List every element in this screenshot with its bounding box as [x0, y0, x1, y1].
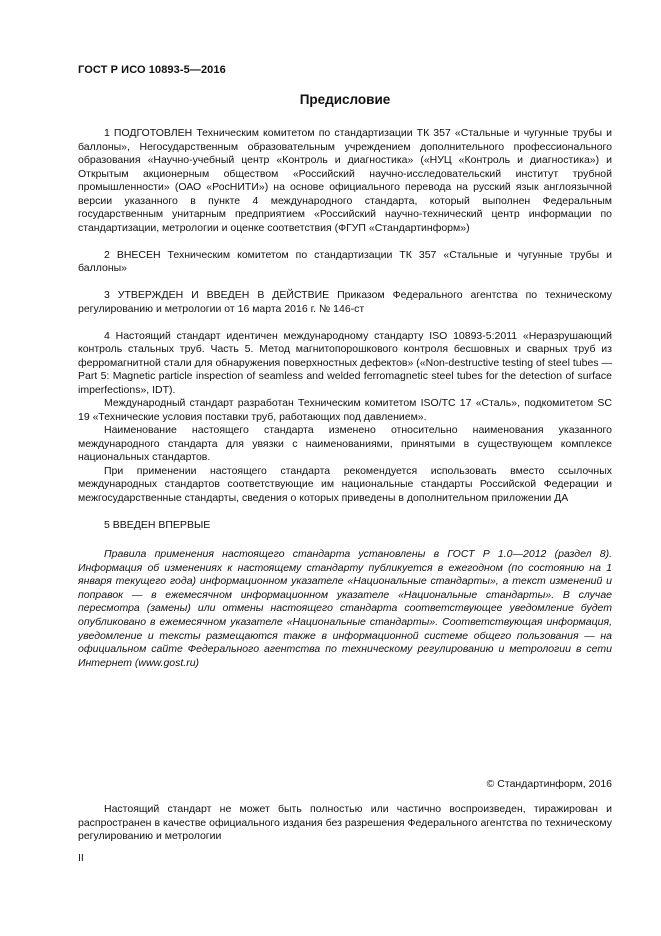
paragraph-2-submitted: 2 ВНЕСЕН Техническим комитетом по стандартизации ТК 357 «Стальные и чугунные трубы и баллоны»: [78, 248, 612, 274]
page-title: Предисловие: [299, 92, 391, 107]
reproduction-rights-note: Настоящий стандарт не может быть полностью или частично воспроизведен, тиражирован и распространен в качестве официального издания без разрешения Федерального агентства по техническому регулированию и метрологии: [78, 803, 612, 842]
paragraph-4-developed-by: Международный стандарт разработан Техническим комитетом ISO/TC 17 «Сталь», подкомитетом SC 19 «Технические условия поставки труб, работающих под давлением».: [78, 397, 612, 423]
paragraph-3-approved: 3 УТВЕРЖДЕН И ВВЕДЕН В ДЕЙСТВИЕ Приказом Федерального агентства по техническому регулированию и метрологии от 16 марта 2016 г. № 146-ст: [78, 289, 612, 315]
document-code-header: ГОСТ Р ИСО 10893-5—2016: [78, 64, 226, 76]
paragraph-4-name-changed: Наименование настоящего стандарта изменено относительно наименования указанного международного стандарта для увязки с наименованиями, принятыми в существующем комплексе национальных стандартов.: [78, 424, 612, 463]
application-rules-notice: Правила применения настоящего стандарта установлены в ГОСТ Р 1.0—2012 (раздел 8). Информация об изменениях к настоящему стандарту публикуется в ежегодном (по состоянию на 1 января текущего года) информационном указателе «Национальные стандарты», а текст изменений и поправок — в ежемесячном информационном указателе «Национальные стандарты». В случае пересмотра (замены) или отмены настоящего стандарта соответствующее уведомление будет опубликовано в ежемесячном указателе «Национальные стандарты». Соответствующая информация, уведомление и тексты размещаются также в информационной системе общего пользования — на официальном сайте Федерального агентства по техническому регулированию и метрологии в сети Интернет (www.gost.ru): [78, 548, 612, 669]
preface-body: [78, 127, 612, 532]
paragraph-4-references: При применении настоящего стандарта рекомендуется использовать вместо ссылочных международных стандартов соответствующие им национальные стандарты Российской Федерации и межгосударственные стандарты, сведения о которых приведены в дополнительном приложении ДА: [78, 464, 612, 504]
paragraph-1-prepared: 1 ПОДГОТОВЛЕН Техническим комитетом по стандартизации ТК 357 «Стальные и чугунные трубы и баллоны», Негосударственным образовательным учреждением дополнительного профессионального образования «Научно-учебный центр «Контроль и диагностика» («НУЦ «Контроль и диагностика») и Открытым акционерным обществом «Российский научно-исследовательский институт трубной промышленности» (ОАО «РосНИТИ») на основе официального перевода на русский язык англоязычной версии указанного в пункте 4 международного стандарта, который выполнен Федеральным государственным унитарным предприятием «Российский научно-технический центр информации по стандартизации, метрологии и оценке соответствия (ФГУП «Стандартинформ»): [78, 127, 612, 234]
paragraph-5-introduced: 5 ВВЕДЕН ВПЕРВЫЕ: [104, 518, 211, 531]
page-number: II: [78, 852, 84, 864]
paragraph-4-identical: 4 Настоящий стандарт идентичен международному стандарту ISO 10893-5:2011 «Неразрушающий контроль стальных труб. Часть 5. Метод магнитопорошкового контроля бесшовных и сварных труб из ферромагнитной стали для обнаружения поверхностных дефектов» («Non-destructive testing of steel tubes — Part 5: Magnetic particle inspection of seamless and welded ferromagnetic steel tubes for the detection of surface imperfections», IDT).: [78, 329, 612, 396]
copyright-line: © Стандартинформ, 2016: [486, 778, 612, 790]
